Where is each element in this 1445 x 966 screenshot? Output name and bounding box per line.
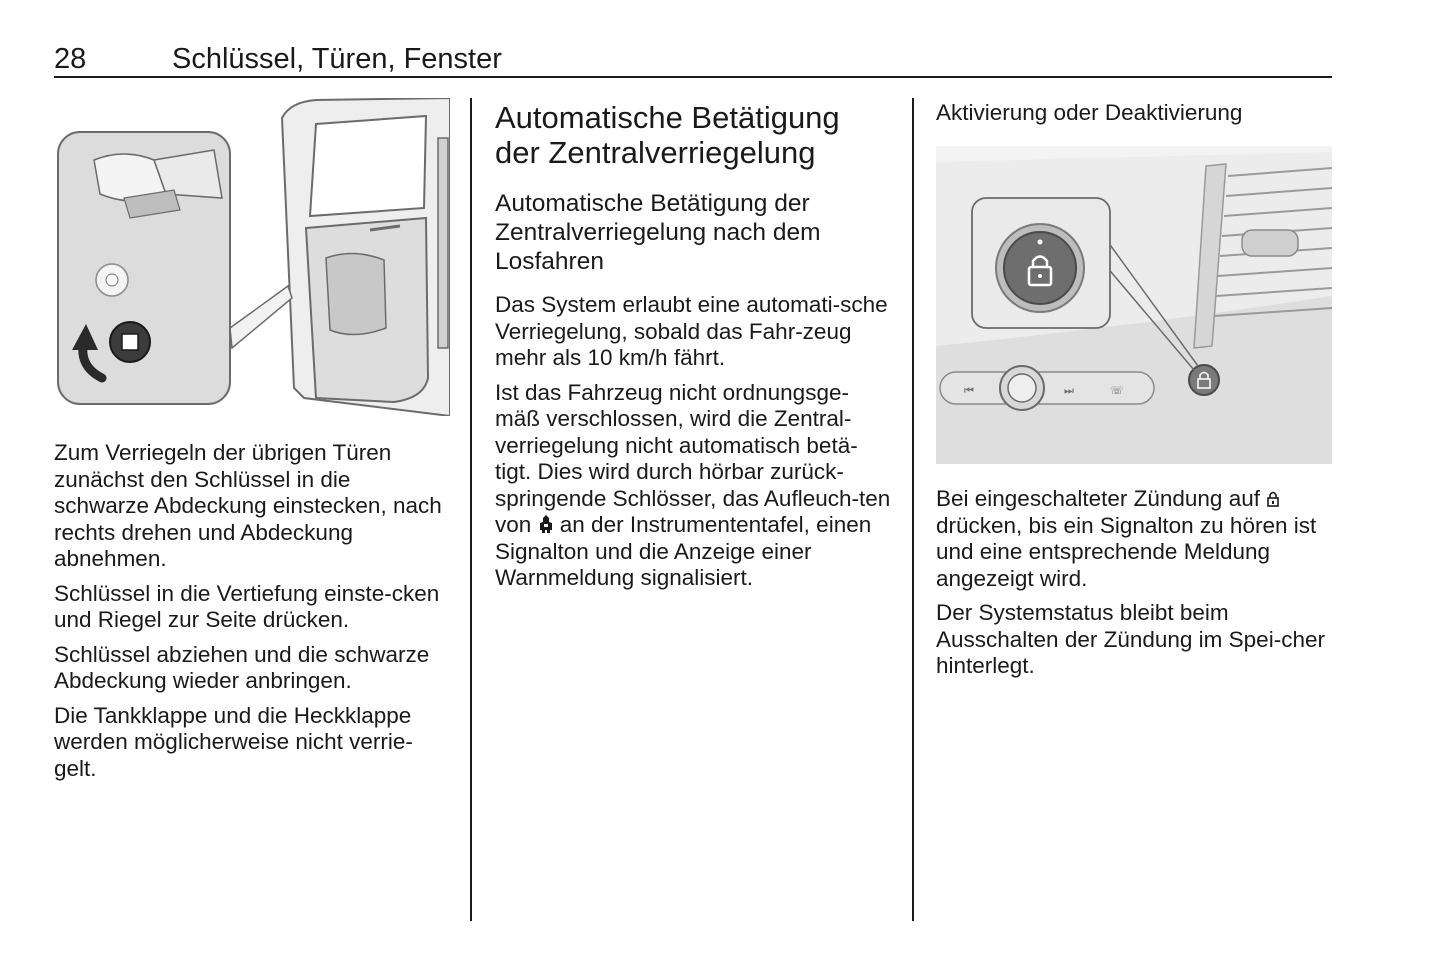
paragraph: Schlüssel in die Vertiefung einste‐cken und Riegel zur Seite drücken.	[54, 580, 440, 632]
right-column	[936, 98, 1332, 688]
svg-text:⏮: ⏮	[964, 384, 974, 397]
paragraph: Zum Verriegeln der übrigen Türen zunächst den Schlüssel in die schwarze Abdeckung einstecken, nach rechts drehen und Abdeckung abnehmen.	[54, 440, 442, 571]
paragraph: Das System erlaubt eine automati‐sche Verriegelung, sobald das Fahr‐zeug mehr als 10 km/h fährt.	[495, 292, 888, 370]
subsection-heading: Automatische Betätigung der Zentralverriegelung nach dem Losfahren	[495, 190, 821, 275]
paragraph: Die Tankklappe und die Heckklappe werden möglicherweise nicht verrie‐gelt.	[54, 702, 413, 781]
door-lock-illustration	[54, 98, 450, 416]
middle-column	[495, 98, 893, 600]
page-title: Schlüssel, Türen, Fenster	[172, 43, 502, 75]
svg-text:☏: ☏	[1110, 384, 1124, 397]
page-header	[54, 42, 1332, 78]
car-door-warning-icon	[538, 514, 554, 534]
svg-text:⏭: ⏭	[1064, 384, 1074, 397]
paragraph	[936, 486, 1332, 592]
paragraph	[495, 380, 893, 592]
section-heading: Aktivierung oder Deaktivierung	[936, 100, 1243, 125]
central-lock-button-illustration	[936, 146, 1332, 464]
paragraph-text: drücken, bis ein Signalton zu hören ist und eine entsprechende Meldung angezeigt wird.	[936, 512, 1317, 591]
paragraph: Der Systemstatus bleibt beim Ausschalten der Zündung im Spei‐cher hinterlegt.	[936, 600, 1325, 678]
paragraph: Schlüssel abziehen und die schwarze Abdeckung wieder anbringen.	[54, 641, 430, 693]
column-divider	[912, 98, 914, 921]
left-column	[54, 98, 450, 790]
paragraph-text: Ist das Fahrzeug nicht ordnungsge‐mäß verschlossen, wird die Zentral‐verriegelung nicht automatisch betä‐tigt. Dies wird durch hörbar zurück‐springende Schlösser, das Aufleuch‐ten von	[495, 379, 891, 537]
paragraph-text: Bei eingeschalteter Zündung auf	[936, 486, 1267, 511]
lock-icon	[1266, 490, 1280, 508]
section-heading: Automatische Betätigung der Zentralverriegelung	[495, 100, 840, 170]
column-divider	[470, 98, 472, 921]
paragraph-text: an der Instrumententafel, einen Signalton und die Anzeige einer Warnmeldung signalisiert.	[495, 512, 872, 590]
page-number: 28	[54, 43, 87, 75]
